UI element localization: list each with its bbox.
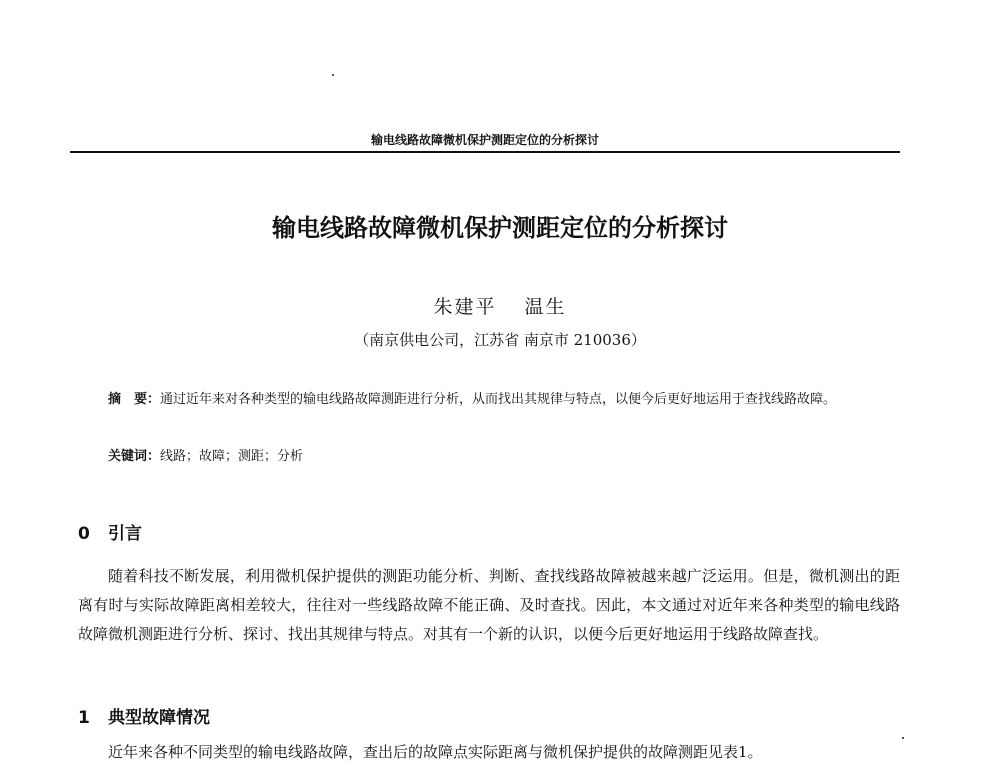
affiliation: （南京供电公司，江苏省 南京市 210036）	[354, 331, 646, 349]
abstract-text: 通过近年来对各种类型的输电线路故障测距进行分析，从而找出其规律与特点，以便今后更好地运用于查找线路故障。	[160, 392, 837, 407]
section-heading	[78, 703, 210, 728]
keywords-text: 线路；故障；测距；分析	[160, 449, 304, 464]
header-rule	[70, 151, 900, 153]
author-list	[0, 292, 1000, 319]
scan-speck	[902, 737, 904, 739]
section-heading	[78, 519, 142, 544]
scan-speck	[332, 74, 334, 76]
author-name: 朱建平	[433, 296, 497, 318]
paper-title: 输电线路故障微机保护测距定位的分析探讨	[272, 214, 728, 242]
keywords-label: 关键词：	[108, 449, 161, 464]
abstract	[108, 388, 878, 412]
body-paragraph: 随着科技不断发展，利用微机保护提供的测距功能分析、判断、查找线路故障被越来越广泛运用。但是，微机测出的距离有时与实际故障距离相差较大，往往对一些线路故障不能正确、及时查找。因此，本文通过对近年来各种类型的输电线路故障微机测距进行分析、探讨、找出其规律与特点。对其有一个新的认识，以便今后更好地运用于线路故障查找。	[78, 567, 900, 643]
abstract-label: 摘 要：	[108, 392, 161, 407]
body-paragraph: 近年来各种不同类型的输电线路故障，查出后的故障点实际距离与微机保护提供的故障测距见表1。	[108, 743, 763, 761]
author-name: 温生	[524, 296, 567, 318]
section-title: 典型故障情况	[108, 708, 210, 728]
section-number: 0	[78, 524, 90, 544]
running-head: 输电线路故障微机保护测距定位的分析探讨	[370, 133, 599, 147]
section-number: 1	[78, 708, 90, 728]
section-title: 引言	[108, 524, 142, 544]
keywords	[108, 446, 878, 468]
